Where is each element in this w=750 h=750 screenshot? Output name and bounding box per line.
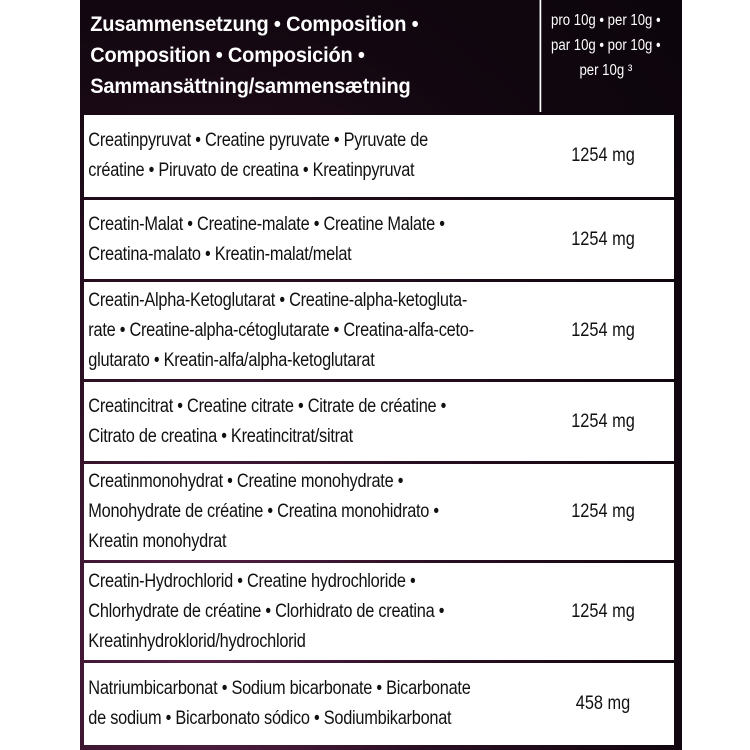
ingredient-line: Kreatin monohydrat — [88, 531, 227, 552]
ingredient-amount: 458 mg — [575, 693, 631, 714]
table-row — [84, 663, 674, 745]
ingredient-line: Citrato de creatina • Kreatincitrat/sitrat — [88, 425, 353, 447]
ingredient-line: Natriumbicarbonat • Sodium bicarbonate • Bicarbonate — [88, 678, 471, 699]
table-row — [84, 200, 674, 279]
ingredient-name — [84, 286, 474, 376]
amount-heading-line: per 10g ³ — [579, 62, 633, 79]
ingredient-amount: 1254 mg — [571, 228, 635, 250]
ingredient-name — [84, 392, 469, 452]
ingredient-name — [84, 126, 469, 186]
table-header — [80, 0, 682, 112]
ingredient-line: Chlorhydrate de créatine • Clorhidrato de creatina • — [88, 600, 445, 622]
ingredient-line: Creatinpyruvat • Creatine pyruvate • Pyruvate de — [88, 130, 428, 151]
ingredient-line: rate • Creatine-alpha-cétoglutarate • Creatina-alfa-ceto- — [88, 319, 474, 341]
amount-heading-line: par 10g • por 10g • — [551, 37, 661, 54]
ingredient-amount: 1254 mg — [571, 319, 635, 341]
ingredient-line: glutarato • Kreatin-alfa/alpha-ketoglutarat — [88, 349, 375, 371]
amount-heading-line: pro 10g • per 10g • — [551, 12, 661, 29]
ingredient-name — [84, 674, 469, 734]
ingredient-name — [84, 467, 469, 557]
table-row — [84, 282, 674, 379]
ingredient-line: de sodium • Bicarbonato sódico • Sodiumbikarbonat — [88, 708, 452, 729]
heading-line: Zusammensetzung • Composition • — [90, 12, 419, 36]
ingredient-amount: 1254 mg — [571, 501, 635, 522]
table-row — [84, 563, 674, 660]
ingredient-line: Kreatinhydroklorid/hydrochlorid — [88, 630, 306, 652]
ingredient-name — [84, 567, 469, 657]
ingredient-line: Creatin-Malat • Creatine-malate • Creatine Malate • — [88, 213, 445, 235]
ingredient-line: Creatin-Hydrochlorid • Creatine hydrochloride • — [88, 570, 416, 592]
ingredient-line: Creatinmonohydrat • Creatine monohydrate • — [88, 471, 404, 492]
heading-line: Composition • Composición • — [90, 43, 365, 67]
composition-heading — [80, 0, 497, 112]
ingredient-amount: 1254 mg — [571, 600, 635, 622]
ingredient-line: Creatincitrat • Creatine citrate • Citrate de créatine • — [88, 395, 447, 417]
amount-heading — [540, 0, 671, 112]
ingredient-line: créatine • Piruvato de creatina • Kreatinpyruvat — [88, 160, 415, 181]
table-row — [84, 382, 674, 461]
table-row — [84, 115, 674, 197]
heading-line: Sammansättning/sammensætning — [90, 74, 411, 98]
ingredient-line: Creatina-malato • Kreatin-malat/melat — [88, 243, 352, 265]
ingredient-line: Monohydrate de créatine • Creatina monohidrato • — [88, 501, 439, 522]
ingredient-amount: 1254 mg — [571, 410, 635, 432]
table-row — [84, 464, 674, 560]
ingredient-name — [84, 210, 469, 270]
ingredient-line: Creatin-Alpha-Ketoglutarat • Creatine-alpha-ketogluta- — [88, 289, 468, 311]
ingredient-amount: 1254 mg — [571, 145, 635, 166]
